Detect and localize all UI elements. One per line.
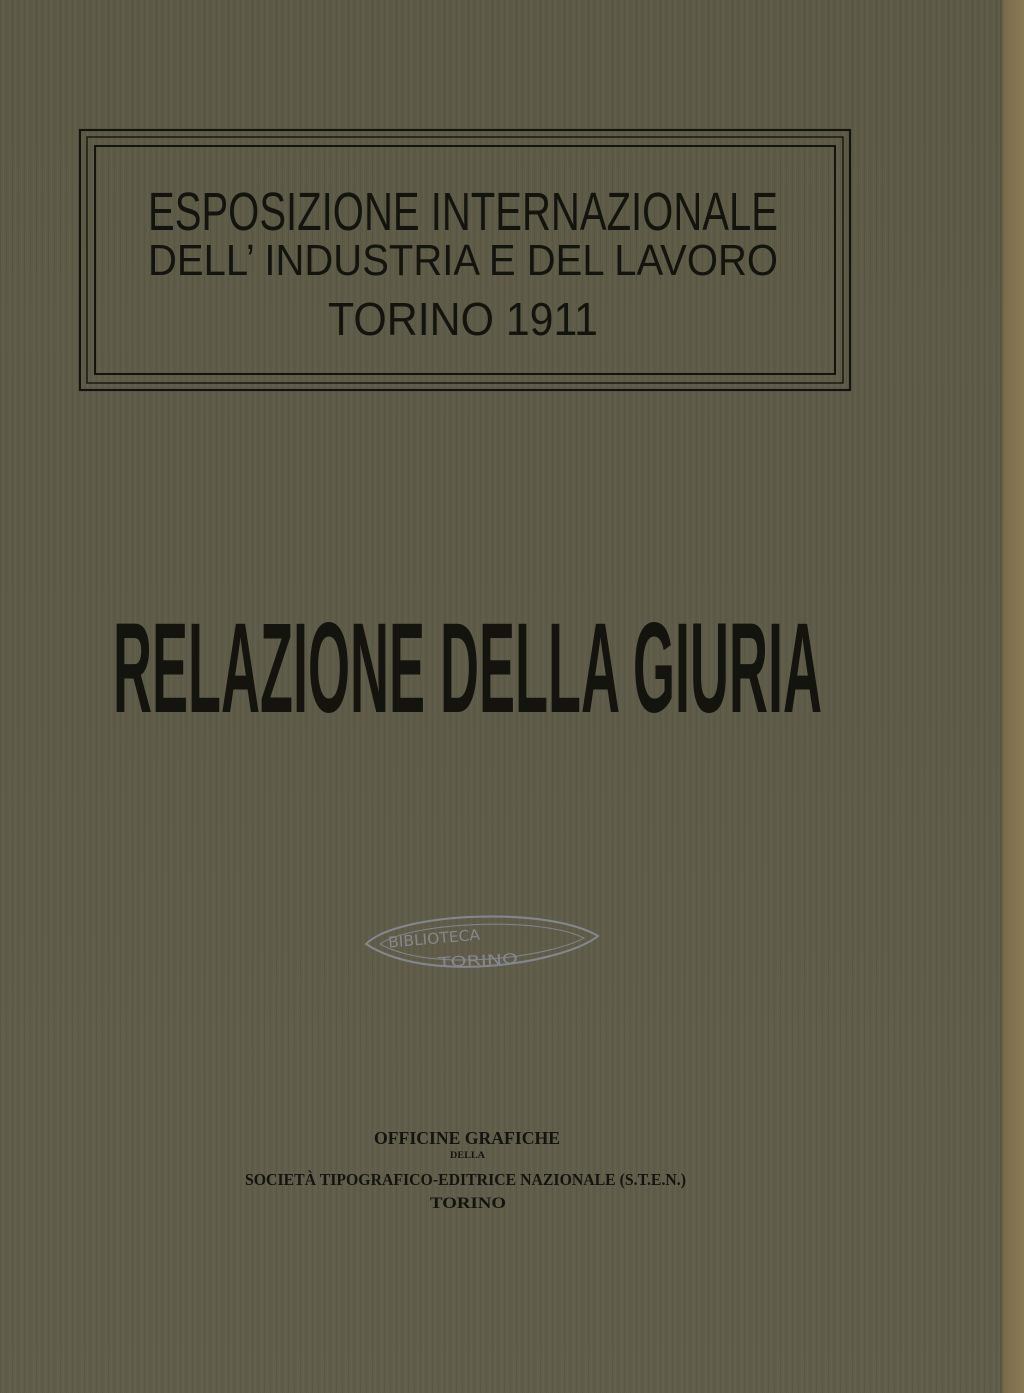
stamp-text-bottom: TORINO bbox=[437, 952, 494, 972]
library-stamp bbox=[366, 916, 598, 971]
exhibition-subtitle-line: DELL’ INDUSTRIA E DEL LAVORO bbox=[148, 236, 778, 285]
exhibition-name-line: ESPOSIZIONE INTERNAZIONALE bbox=[148, 182, 778, 242]
imprint-publisher: SOCIETÀ TIPOGRAFICO-EDITRICE NAZIONALE (S.T.E.N.) bbox=[245, 1170, 686, 1189]
header-text-block bbox=[148, 182, 778, 345]
imprint-workshop: OFFICINE GRAFICHE bbox=[374, 1128, 560, 1148]
printer-imprint bbox=[245, 1128, 686, 1212]
imprint-city: TORINO bbox=[430, 1195, 506, 1212]
stamp-text-top: BIBLIOTECA bbox=[387, 925, 478, 952]
cover-title: RELAZIONE DELLA GIURIA bbox=[113, 597, 822, 740]
exhibition-place-year: TORINO 1911 bbox=[328, 293, 598, 345]
imprint-connector: DELLA bbox=[450, 1150, 486, 1160]
